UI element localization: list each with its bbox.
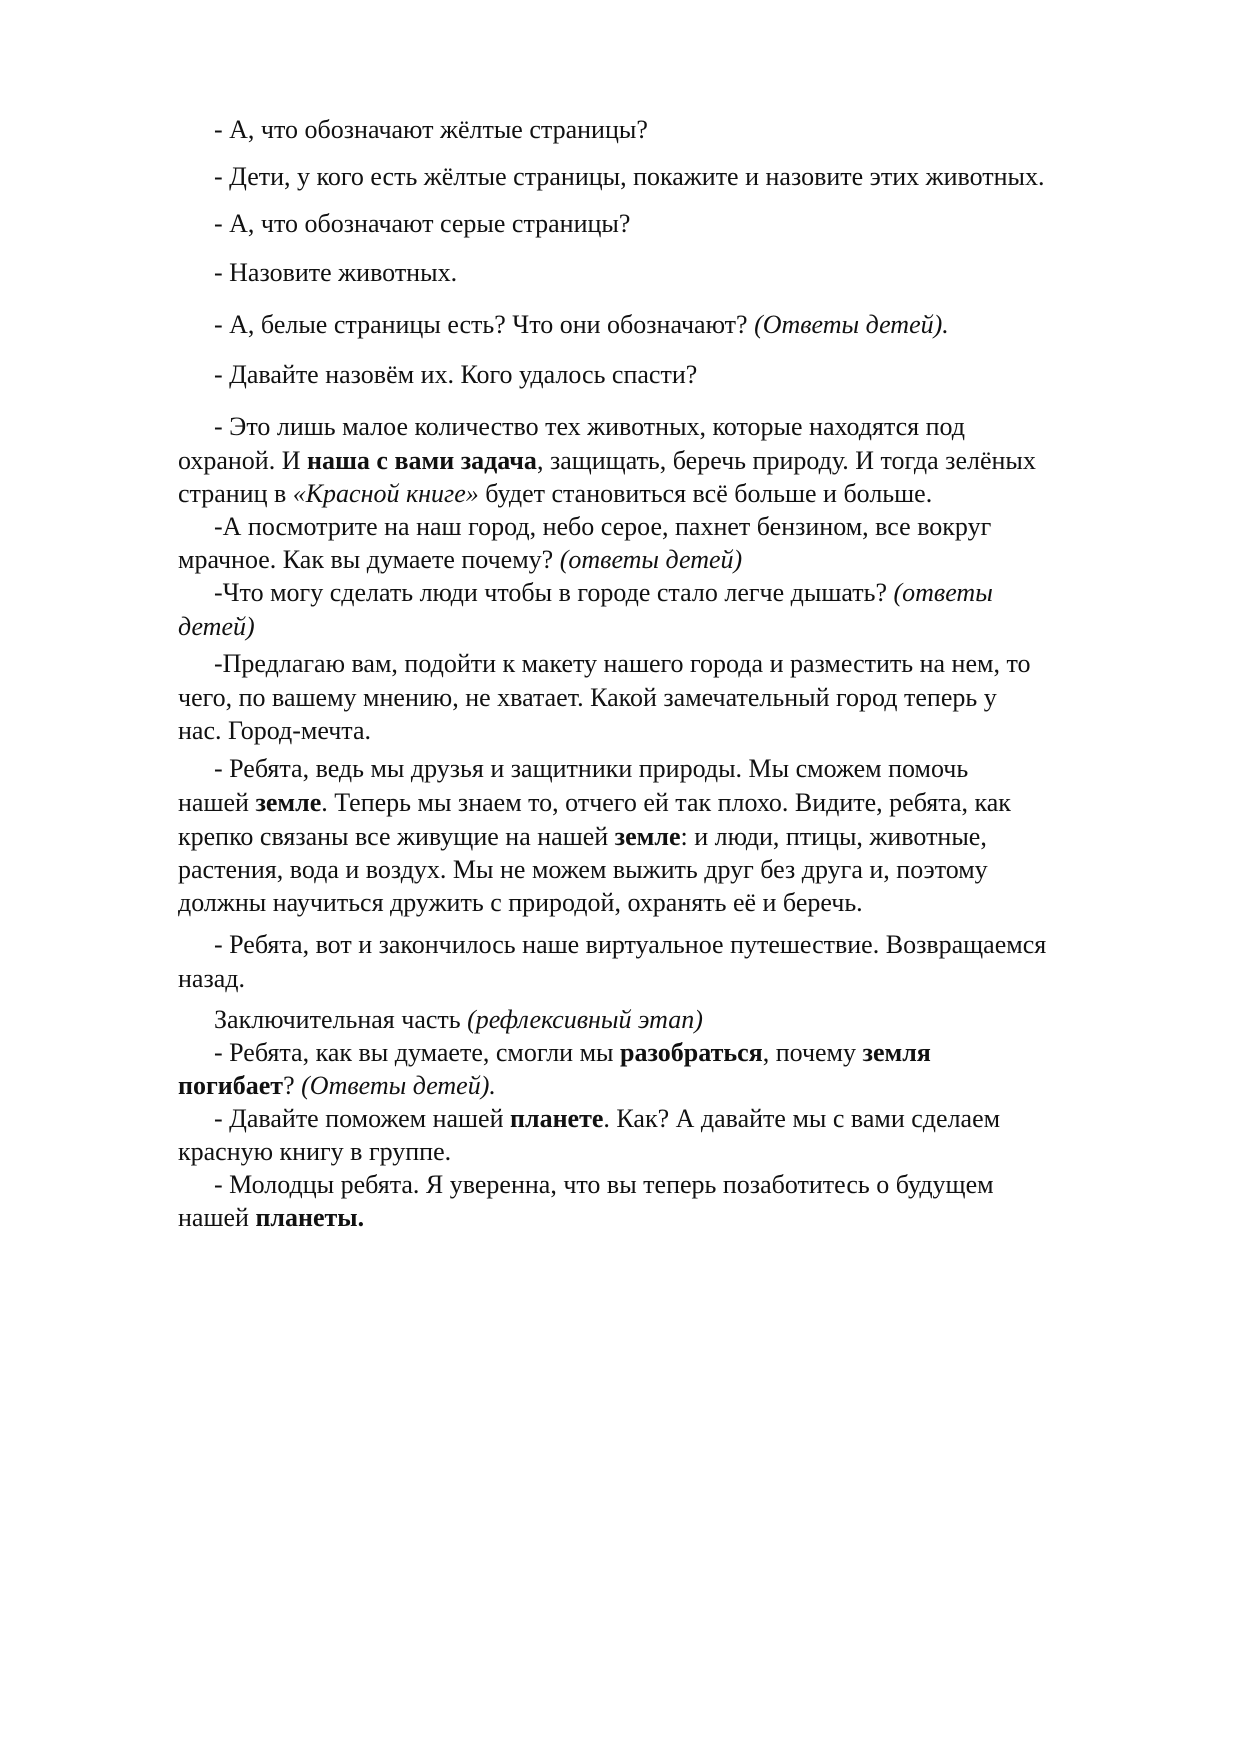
italic-text: (Ответы детей). <box>301 1071 496 1100</box>
text-run: крепко связаны все живущие на нашей <box>178 822 615 851</box>
text-run: - А, что обозначают жёлтые страницы? <box>214 115 648 144</box>
text-run: назад. <box>178 964 245 993</box>
text-line <box>178 477 1168 511</box>
text-line <box>178 610 1168 644</box>
bold-text: разобраться <box>620 1038 763 1067</box>
bold-text: земля <box>862 1038 931 1067</box>
text-line <box>178 358 1204 392</box>
text-line <box>178 1201 1168 1235</box>
text-line <box>178 647 1204 681</box>
italic-text: детей) <box>178 612 255 641</box>
text-line <box>178 256 1204 290</box>
text-line <box>178 160 1204 194</box>
text-line <box>178 820 1168 854</box>
text-line <box>178 853 1168 887</box>
text-line <box>178 113 1204 147</box>
text-line <box>178 1135 1168 1169</box>
text-line <box>178 928 1204 962</box>
text-run: мрачное. Как вы думаете почему? <box>178 545 560 574</box>
text-line <box>178 714 1168 748</box>
text-run: - Это лишь малое количество тех животных, которые находятся под <box>214 412 966 441</box>
text-line <box>178 576 1204 610</box>
text-run: , почему <box>762 1038 863 1067</box>
text-run: - Дети, у кого есть жёлтые страницы, покажите и назовите этих животных. <box>214 162 1045 191</box>
text-run: , защищать, беречь природу. И тогда зелёных <box>536 446 1036 475</box>
text-run: - Молодцы ребята. Я уверенна, что вы теперь позаботитесь о будущем <box>214 1170 994 1199</box>
text-line <box>178 410 1204 444</box>
text-line <box>178 962 1168 996</box>
text-run: - Ребята, как вы думаете, смогли мы <box>214 1038 621 1067</box>
text-run: -Предлагаю вам, подойти к макету нашего города и разместить на нем, то <box>214 649 1031 678</box>
bold-text: планете <box>510 1104 604 1133</box>
text-run: : и люди, птицы, животные, <box>680 822 987 851</box>
text-run: нашей <box>178 788 256 817</box>
text-run: - Давайте назовём их. Кого удалось спасти? <box>214 360 698 389</box>
text-line <box>178 1003 1204 1037</box>
text-run: растения, вода и воздух. Мы не можем выжить друг без друга и, поэтому <box>178 855 988 884</box>
text-run: - Ребята, ведь мы друзья и защитники природы. Мы сможем помочь <box>214 754 969 783</box>
italic-text: (ответы <box>893 578 993 607</box>
italic-text: «Красной книге» <box>292 479 479 508</box>
text-run: охраной. И <box>178 446 307 475</box>
text-run: ? <box>283 1071 302 1100</box>
text-run: - Ребята, вот и закончилось наше виртуальное путешествие. Возвращаемся <box>214 930 1047 959</box>
text-run: страниц в <box>178 479 293 508</box>
bold-text: земле <box>255 788 322 817</box>
italic-text: (Ответы детей). <box>754 310 949 339</box>
italic-text: (рефлексивный этап) <box>467 1005 703 1034</box>
text-line <box>178 1168 1204 1202</box>
text-line <box>178 308 1204 342</box>
text-line <box>178 786 1168 820</box>
text-run: - Давайте поможем нашей <box>214 1104 510 1133</box>
text-run: должны научиться дружить с природой, охранять её и беречь. <box>178 888 863 917</box>
text-line <box>178 1036 1204 1070</box>
text-run: нашей <box>178 1203 256 1232</box>
text-line <box>178 1102 1204 1136</box>
text-line <box>178 207 1204 241</box>
text-line <box>178 681 1168 715</box>
bold-text: погибает <box>178 1071 284 1100</box>
text-line <box>178 510 1204 544</box>
text-run: . Теперь мы знаем то, отчего ей так плохо. Видите, ребята, как <box>321 788 1011 817</box>
text-run: Заключительная часть <box>214 1005 468 1034</box>
text-run: будет становиться всё больше и больше. <box>478 479 933 508</box>
text-line <box>178 886 1168 920</box>
italic-text: (ответы детей) <box>559 545 743 574</box>
text-run: . Как? А давайте мы с вами сделаем <box>603 1104 1001 1133</box>
text-line <box>178 1069 1168 1103</box>
text-line <box>178 444 1168 478</box>
text-line <box>178 752 1204 786</box>
bold-text: планеты. <box>255 1203 365 1232</box>
text-run: чего, по вашему мнению, не хватает. Какой замечательный город теперь у <box>178 683 997 712</box>
text-run: красную книгу в группе. <box>178 1137 452 1166</box>
text-run: нас. Город-мечта. <box>178 716 372 745</box>
text-line <box>178 543 1168 577</box>
bold-text: наша с вами задача <box>307 446 537 475</box>
text-run: - Назовите животных. <box>214 258 458 287</box>
text-run: -А посмотрите на наш город, небо серое, пахнет бензином, все вокруг <box>214 512 992 541</box>
text-run: - А, белые страницы есть? Что они обозначают? <box>214 310 755 339</box>
text-run: -Что могу сделать люди чтобы в городе стало легче дышать? <box>214 578 894 607</box>
bold-text: земле <box>614 822 681 851</box>
text-run: - А, что обозначают серые страницы? <box>214 209 631 238</box>
